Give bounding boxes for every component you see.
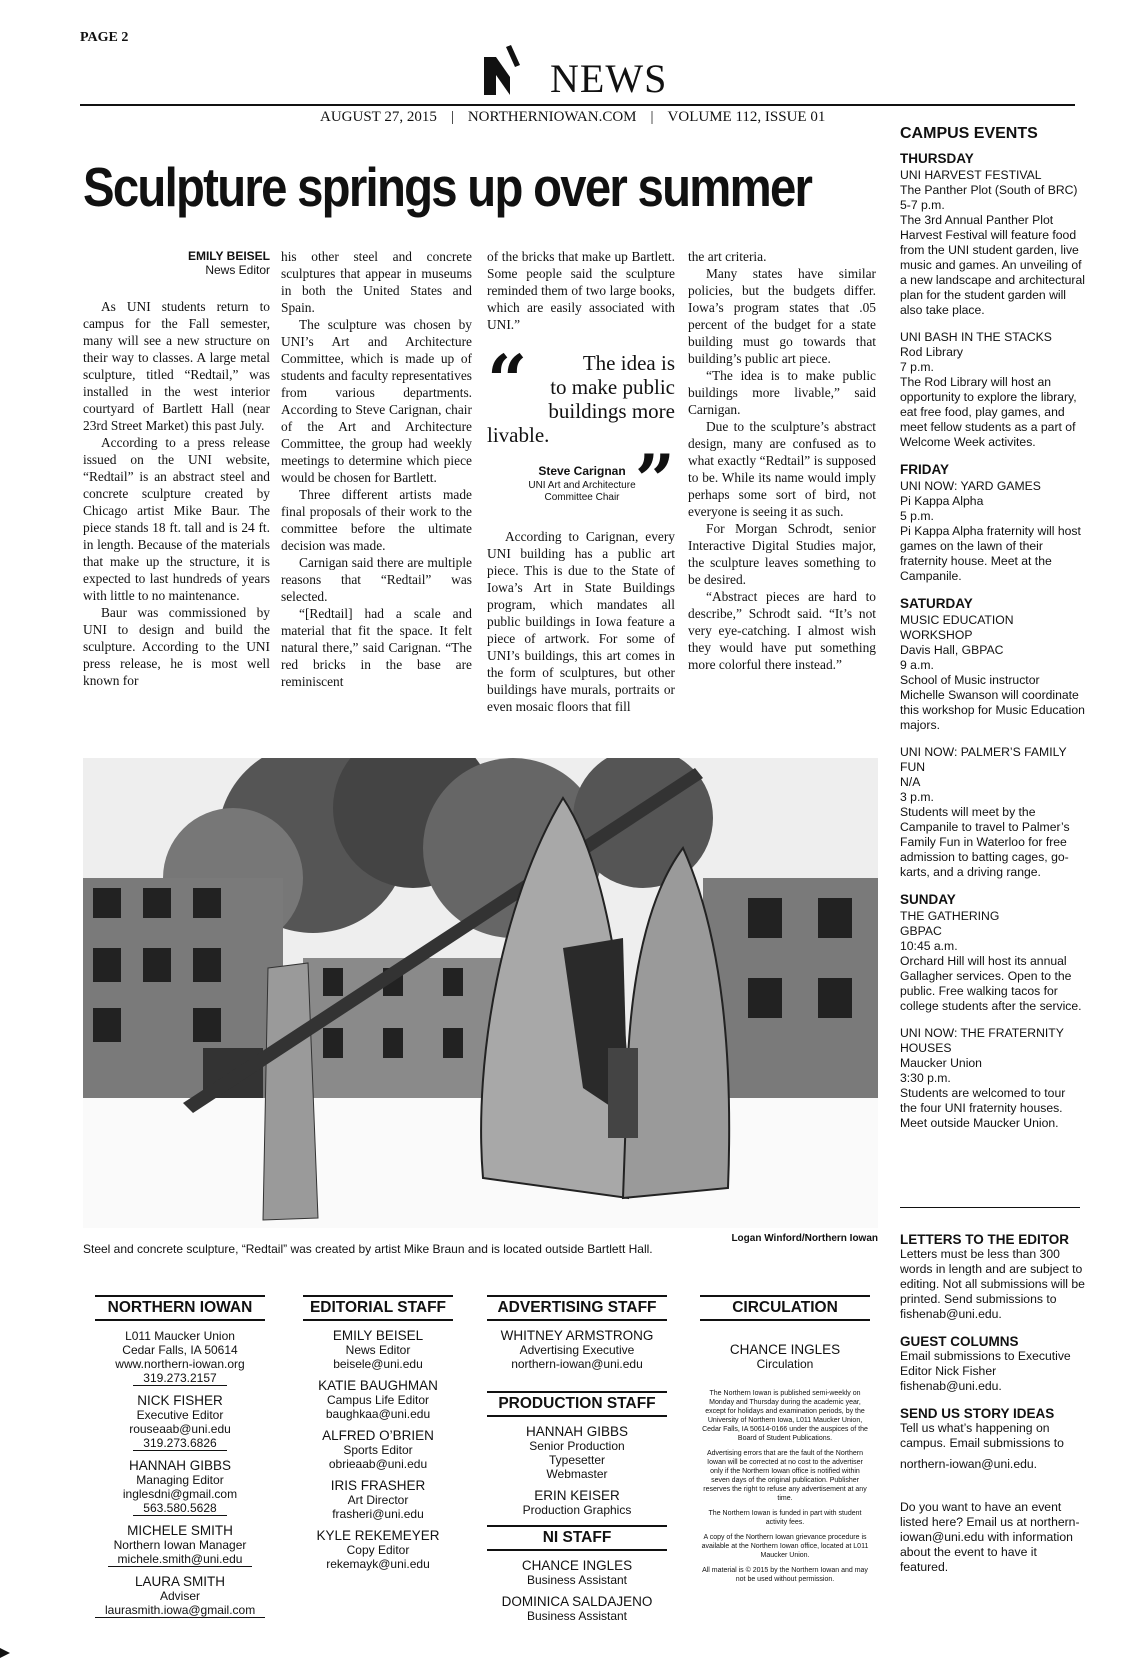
staff-role: Adviser — [159, 1589, 200, 1603]
editorial-staff — [303, 1295, 453, 1579]
staff-role: Campus Life Editor — [326, 1393, 430, 1407]
pull-quote-attribution — [527, 463, 637, 504]
sculpture-photo — [83, 758, 878, 1228]
staff-name: ERIN KEISER — [534, 1488, 620, 1503]
article-paragraph: Carnigan said there are multiple reasons that “Redtail” was selected. — [281, 555, 472, 604]
staff-role: News Editor — [345, 1343, 411, 1357]
event-location: The Panther Plot (South of BRC) — [900, 183, 1078, 197]
info-text: Tell us what’s happening on campus. Email submissions to — [900, 1421, 1064, 1450]
publication-notice: The Northern Iowan is published semi-weekly on Monday and Thursday during the academic year, except for holidays and examination periods, by the University of Northern Iowa, L011 Maucker Union, Cedar Falls, IA 50614-0166 under the auspices of the Board of Student Publications. — [702, 1390, 868, 1442]
article-paragraph: Three different artists made final proposals of their work to the committee before the ultimate decision was made. — [281, 487, 472, 553]
article-paragraph: “The idea is to make public buildings more livable,” said Carnigan. — [688, 368, 876, 417]
staff-phone: 563.580.5628 — [133, 1501, 226, 1516]
pull-quote-line: buildings more — [548, 399, 675, 423]
event-title: UNI HARVEST FESTIVAL — [900, 168, 1042, 182]
event-day-heading: SUNDAY — [900, 892, 956, 907]
photo-caption: Steel and concrete sculpture, “Redtail” was created by artist Mike Braun and is located outside Bartlett Hall. — [83, 1242, 653, 1256]
article-paragraph: According to a press release issued on the UNI website, “Redtail” is an abstract steel and concrete sculpture created by Chicago artist Mike Baur. The piece stands 18 ft. tall and is 24 ft. in length. Because of the materials that make up the structure, it is expected to last hundreds of years with little to no maintenance. — [83, 435, 270, 603]
masthead-rule — [80, 104, 1075, 106]
event-time: 5-7 p.m. — [900, 198, 945, 212]
funding-notice: The Northern Iowan is funded in part with student activity fees. — [708, 1510, 862, 1526]
staff-role: Business Assistant — [526, 1573, 628, 1587]
article-paragraph: “Abstract pieces are hard to describe,” Schrodt said. “It’s not very eye-catching. I almost wish they would have put something more colorful there instead.” — [688, 589, 876, 672]
event-time: 3:30 p.m. — [900, 1071, 951, 1085]
staff-role: Advertising Executive — [519, 1343, 635, 1357]
dateline: AUGUST 27, 2015 | NORTHERNIOWAN.COM | VOLUME 112, ISSUE 01 — [320, 109, 826, 125]
article-column-4 — [688, 248, 876, 673]
event-time: 5 p.m. — [900, 509, 934, 523]
event-description: School of Music instructor Michelle Swanson will coordinate this workshop for Music Education majors. — [900, 673, 1085, 732]
article-paragraph: the art criteria. — [688, 249, 767, 264]
event-title: THE GATHERING — [900, 909, 1000, 923]
event-description: Students will meet by the Campanile to travel to Palmer’s Family Fun in Waterloo for free admission to batting cages, go-karts, and a driving range. — [900, 805, 1070, 879]
event-item — [900, 168, 1085, 318]
northern-iowan-staff — [95, 1295, 265, 1626]
staff-name: CHANCE INGLES — [729, 1342, 841, 1357]
event-title: UNI NOW: PALMER’S FAMILY FUN — [900, 745, 1067, 774]
staff-name: KATIE BAUGHMAN — [318, 1378, 438, 1393]
open-quote-icon: “ — [487, 339, 528, 422]
staff-member — [303, 1379, 453, 1421]
staff-heading: PRODUCTION STAFF — [487, 1391, 667, 1417]
staff-role: Business Assistant — [526, 1609, 628, 1623]
staff-email[interactable]: rekemayk@uni.edu — [326, 1557, 430, 1571]
pull-quote-line: to make public — [550, 375, 675, 399]
event-location: Davis Hall, GBPAC — [900, 643, 1004, 657]
info-title: GUEST COLUMNS — [900, 1334, 1019, 1349]
section-masthead — [480, 45, 720, 100]
staff-name: WHITNEY ARMSTRONG — [500, 1328, 654, 1343]
article-paragraph: According to Carignan, every UNI building has a public art piece. This is due to the State of Iowa’s Art in State Buildings program, which mandates all public buildings in Iowa feature a piece of artwork. For some of UNI’s buildings, this art comes in the form of sculptures, but other buildings have murals, portraits or even mosaic floors that fill — [487, 529, 675, 714]
staff-name: HANNAH GIBBS — [525, 1424, 629, 1439]
event-location: Pi Kappa Alpha — [900, 494, 984, 508]
event-item — [900, 479, 1085, 584]
byline-name: EMILY BEISEL — [187, 249, 270, 263]
staff-name: IRIS FRASHER — [330, 1478, 426, 1493]
advertising-production-staff — [487, 1295, 667, 1631]
staff-email[interactable]: beisele@uni.edu — [333, 1357, 423, 1371]
staff-name: MICHELE SMITH — [127, 1523, 233, 1538]
byline-role: News Editor — [205, 263, 270, 277]
staff-member — [303, 1529, 453, 1571]
staff-member — [303, 1479, 453, 1521]
event-time: 3 p.m. — [900, 790, 934, 804]
event-location: GBPAC — [900, 924, 942, 938]
event-time: 7 p.m. — [900, 360, 934, 374]
staff-email[interactable]: baughkaa@uni.edu — [325, 1407, 431, 1421]
staff-member — [487, 1595, 667, 1623]
pull-quote-line: livable. — [487, 423, 550, 447]
article-paragraph: The sculpture was chosen by UNI’s Art and Architecture Committee, which is made up of students and faculty representatives from various departments. According to Steve Carignan, chair of the Art and Architecture Committee, the group had weekly meetings to determine which piece would be chosen for Bartlett. — [281, 317, 472, 485]
info-title: LETTERS TO THE EDITOR — [900, 1232, 1070, 1247]
event-item — [900, 1026, 1085, 1131]
article-paragraph: Many states have similar policies, but the budgets differ. Iowa’s program states that .05 percent of the budget for a state building must go towards that building’s public art piece. — [688, 266, 876, 366]
article-paragraph: of the bricks that make up Bartlett. Some people said the sculpture reminded them of two large books, which are easily associated with UNI.” — [487, 249, 675, 332]
event-day-heading: SATURDAY — [900, 596, 973, 611]
staff-email[interactable]: frasheri@uni.edu — [332, 1507, 424, 1521]
volume-issue: VOLUME 112, ISSUE 01 — [667, 109, 826, 125]
copyright-notice: All material is © 2015 by the Northern Iowan and may not be used without permission. — [702, 1567, 868, 1583]
event-location: N/A — [900, 775, 921, 789]
staff-role: Sports Editor — [343, 1443, 413, 1457]
staff-member — [487, 1329, 667, 1371]
sculpture-photo-image — [83, 758, 878, 1228]
address-line: L011 Maucker Union — [125, 1329, 235, 1343]
website-link[interactable]: www.northern-iowan.org — [115, 1357, 245, 1371]
headline: Sculpture springs up over summer — [83, 156, 812, 218]
staff-role: Webmaster — [546, 1467, 608, 1481]
close-quote-icon: ” — [634, 439, 675, 522]
website[interactable]: NORTHERNIOWAN.COM — [467, 109, 637, 125]
staff-member — [487, 1489, 667, 1517]
info-text: Letters must be less than 300 words in length and are subject to editing. Not all submissions will be printed. Send submissions to fishenab@uni.edu. — [900, 1247, 1085, 1321]
staff-member — [95, 1575, 265, 1618]
article-paragraph: As UNI students return to campus for the Fall semester, many will see a new structure on their way to classes. A large metal sculpture, titled “Redtail,” was installed in the west interior courtyard of Bartlett Hall (near 23rd Street Market) this past July. — [83, 299, 270, 433]
staff-email[interactable]: obrieaab@uni.edu — [328, 1457, 428, 1471]
event-description: Pi Kappa Alpha fraternity will host games on the lawn of their fraternity house. Meet at the Campanile. — [900, 524, 1081, 583]
northern-iowan-logo-icon — [480, 45, 526, 97]
staff-phone: 319.273.6826 — [133, 1436, 226, 1451]
photo-credit: Logan Winford/Northern Iowan — [731, 1233, 878, 1244]
corner-mark-icon — [0, 1648, 10, 1658]
event-time: 9 a.m. — [900, 658, 934, 672]
event-day-heading: THURSDAY — [900, 151, 974, 166]
staff-name: EMILY BEISEL — [332, 1328, 424, 1343]
staff-member — [95, 1459, 265, 1516]
event-description: The Rod Library will host an opportunity to explore the library, eat free food, play games, and meet fellow students as a part of Welcome Week activites. — [900, 375, 1077, 449]
staff-role: Typesetter — [548, 1453, 606, 1467]
staff-heading: NI STAFF — [487, 1525, 667, 1551]
staff-name: NICK FISHER — [137, 1393, 223, 1408]
section-title: NEWS — [550, 56, 668, 101]
staff-email[interactable]: rouseaab@uni.edu — [129, 1422, 231, 1436]
campus-events-sidebar — [900, 120, 1085, 1143]
address-line: Cedar Falls, IA 50614 — [122, 1343, 238, 1357]
article-column-1 — [83, 298, 270, 689]
event-title: UNI NOW: YARD GAMES — [900, 479, 1041, 493]
event-title: UNI NOW: THE FRATERNITY HOUSES — [900, 1026, 1064, 1055]
staff-role: Northern Iowan Manager — [113, 1538, 247, 1552]
pull-quote — [487, 339, 675, 522]
event-time: 10:45 a.m. — [900, 939, 958, 953]
office-address — [95, 1329, 265, 1386]
staff-heading: EDITORIAL STAFF — [303, 1295, 453, 1321]
staff-member — [487, 1559, 667, 1587]
staff-heading: ADVERTISING STAFF — [487, 1295, 667, 1321]
byline — [150, 249, 270, 277]
issue-date: AUGUST 27, 2015 — [320, 109, 437, 125]
event-day-heading: FRIDAY — [900, 462, 950, 477]
sidebar-divider — [900, 1207, 1080, 1208]
article-column-2 — [281, 248, 472, 690]
staff-role: Art Director — [347, 1493, 409, 1507]
staff-member — [95, 1394, 265, 1451]
info-text: Do you want to have an event listed here? Email us at northern-iowan@uni.edu with information about the event to have it featured. — [900, 1500, 1080, 1574]
staff-member — [303, 1429, 453, 1471]
staff-heading: NORTHERN IOWAN — [95, 1295, 265, 1321]
staff-role: Production Graphics — [522, 1503, 632, 1517]
advertising-policy: Advertising errors that are the fault of the Northern Iowan will be corrected at no cost to the advertiser only if the Northern Iowan office is notified within seven days of the original publication. Publisher reserves the right to refuse any advertisement at any time. — [703, 1450, 867, 1502]
event-description: Orchard Hill will host its annual Gallagher services. Open to the public. Free walking tacos for college students after the service. — [900, 954, 1082, 1013]
staff-role: Managing Editor — [136, 1473, 224, 1487]
staff-member — [700, 1343, 870, 1371]
staff-email[interactable]: laurasmith.iowa@gmail.com — [95, 1603, 265, 1618]
event-description: Students are welcomed to tour the four UNI fraternity houses. Meet outside Maucker Union. — [900, 1086, 1066, 1130]
staff-role: Circulation — [756, 1357, 814, 1371]
article-column-3 — [487, 248, 675, 715]
event-location: Rod Library — [900, 345, 963, 359]
staff-member — [487, 1425, 667, 1481]
article-paragraph: his other steel and concrete sculptures that appear in museums in both the United States and Spain. — [281, 249, 472, 315]
pull-quote-name: Steve Carignan — [538, 464, 626, 478]
pull-quote-text — [487, 339, 675, 447]
staff-name: HANNAH GIBBS — [128, 1458, 232, 1473]
staff-heading: CIRCULATION — [700, 1295, 870, 1321]
info-text: Email submissions to Executive Editor Nick Fisher fishenab@uni.edu. — [900, 1349, 1071, 1393]
staff-name: CHANCE INGLES — [521, 1558, 633, 1573]
event-item — [900, 909, 1085, 1014]
event-location: Maucker Union — [900, 1056, 982, 1070]
staff-role: Senior Production — [529, 1439, 625, 1453]
staff-email[interactable]: northern-iowan@uni.edu — [511, 1357, 643, 1371]
staff-name: DOMINICA SALDAJENO — [501, 1594, 653, 1609]
staff-email[interactable]: inglesdni@gmail.com — [122, 1487, 238, 1501]
staff-email[interactable]: michele.smith@uni.edu — [108, 1552, 253, 1567]
staff-name: LAURA SMITH — [134, 1574, 226, 1589]
event-item — [900, 745, 1085, 880]
grievance-notice: A copy of the Northern Iowan grievance procedure is available at the Northern Iowan office, located at L011 Maucker Union. — [701, 1534, 869, 1559]
info-box — [900, 1220, 1085, 1581]
event-item — [900, 613, 1085, 733]
info-title: SEND US STORY IDEAS — [900, 1406, 1055, 1421]
staff-name: ALFRED O’BRIEN — [322, 1428, 434, 1443]
article-paragraph: Baur was commissioned by UNI to design and build the sculpture. According to the UNI press release, he is most well known for — [83, 605, 270, 688]
pull-quote-line: The idea is — [582, 351, 675, 375]
event-title: MUSIC EDUCATION WORKSHOP — [900, 613, 1014, 642]
pull-quote-title: UNI Art and Architecture Committee Chair — [528, 480, 636, 503]
article-paragraph: Due to the sculpture’s abstract design, many are confused as to what exactly “Redtail” is supposed to be. While its name would imply perhaps some sort of bird, not everyone is seeing it as such. — [688, 419, 876, 519]
staff-member — [95, 1524, 265, 1567]
event-title: UNI BASH IN THE STACKS — [900, 330, 1052, 344]
phone-number: 319.273.2157 — [133, 1371, 226, 1386]
staff-role: Executive Editor — [136, 1408, 224, 1422]
article-paragraph: For Morgan Schrodt, senior Interactive Digital Studies major, the sculpture leaves something to be desired. — [688, 521, 876, 587]
event-item — [900, 330, 1085, 450]
circulation-staff — [700, 1295, 870, 1590]
staff-name: KYLE REKEMEYER — [316, 1528, 440, 1543]
staff-member — [303, 1329, 453, 1371]
article-paragraph: “[Redtail] had a scale and material that fit the space. It felt natural there,” said Carignan. “The red bricks in the base are reminiscent — [281, 606, 472, 689]
event-description: The 3rd Annual Panther Plot Harvest Festival will feature food from the UNI student garden, live music and games. An unveiling of a new landscape and architectural plan for the student garden will also take place. — [900, 213, 1085, 317]
staff-role: Copy Editor — [346, 1543, 410, 1557]
campus-events-title: CAMPUS EVENTS — [900, 125, 1038, 142]
page-number: PAGE 2 — [80, 30, 129, 45]
info-email[interactable]: northern-iowan@uni.edu. — [900, 1457, 1038, 1471]
